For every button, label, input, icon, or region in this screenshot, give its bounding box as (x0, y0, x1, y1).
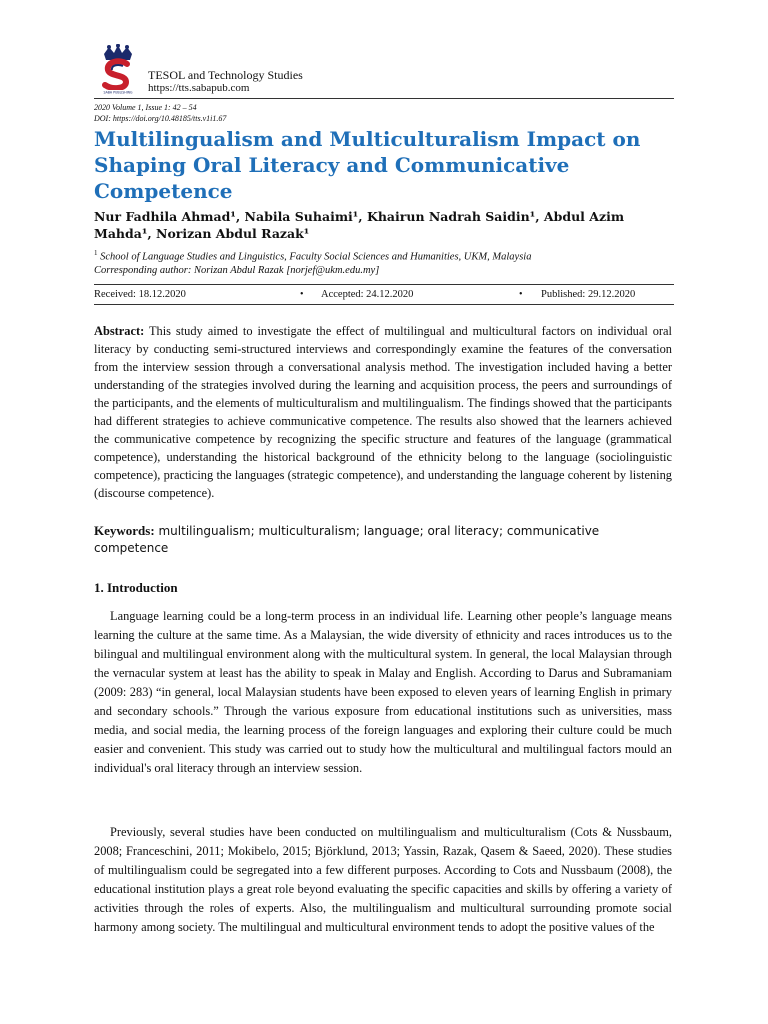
intro-paragraph-1: Language learning could be a long-term process in an individual life. Learning other people’s language means learning the culture at the same time. As a Malaysian, the wide diversity of ethnicity and races introduces us to the bilingual and multilingual environment along with the multicultural system. In general, the local Malaysian through the vernacular system at least has the ability to speak in Malay and English. According to Darus and Subramaniam (2009: 283) “in general, local Malaysian students have been exposed to eleven years of learning English in primary and secondary schools.” Through the various exposure from educational institutions such as universities, mass media, and social media, the learning process of the foreign languages and exploring their culture could be much easier and convenient. This study was carried out to study how the multicultural and multilingual factors mould an individual's oral literacy through an interview session. (94, 609, 672, 775)
author-list: Nur Fadhila Ahmad¹, Nabila Suhaimi¹, Khairun Nadrah Saidin¹, Abdul Azim Mahda¹, Norizan Abdul Razak¹ (94, 209, 625, 241)
svg-text:SABA PUBLISHING: SABA PUBLISHING (103, 90, 133, 94)
publisher-logo (96, 44, 140, 94)
abstract (94, 322, 672, 502)
corresponding-author: Corresponding author: Norizan Abdul Razak [norjef@ukm.edu.my] (94, 264, 380, 276)
date-separator: • (300, 289, 304, 300)
header-divider (94, 98, 674, 99)
journal-name: TESOL and Technology Studies (148, 68, 303, 82)
intro-paragraph-2: Previously, several studies have been conducted on multilingualism and multiculturalism (Cots & Nussbaum, 2008; Franceschini, 2011; Mokibelo, 2015; Björklund, 2013; Yassin, Razak, Qasem & Saeed, 2020). These studies of multilingualism could be segregated into a few different purposes. According to Cots and Nussbaum (2008), the educational institution plays a great role beyond evaluating the specific capacities and skills by offering a variety of activities through the roles of experts. Also, the multilingualism and multicultural surrounding promote social harmony among society. The multilingual and multicultural environment tends to adopt the positive values of the (94, 825, 672, 934)
published-date: Published: 29.12.2020 (541, 289, 636, 300)
section-heading-introduction: 1. Introduction (94, 580, 178, 595)
doi-line[interactable]: DOI: https://doi.org/10.48185/tts.v1i1.67 (94, 114, 227, 123)
affiliation-block (94, 247, 674, 277)
article-title: Multilingualism and Multiculturalism Impact on Shaping Oral Literacy and Communicative Competence (94, 127, 641, 203)
dates-divider-top (94, 284, 674, 285)
received-date: Received: 18.12.2020 (94, 289, 186, 300)
dates-divider-bottom (94, 304, 674, 305)
date-separator: • (519, 289, 523, 300)
affiliation-line (94, 247, 674, 264)
crown-s-logo-icon (96, 44, 140, 94)
keywords-label: Keywords: (94, 523, 155, 538)
abstract-text: This study aimed to investigate the effect of multilingual and multicultural factors on individual oral literacy by conducting semi-structured interviews and correspondingly examine the features of the conversation from the interview session through a conversational analysis method. The investigation included having a better understanding of the strategies involved during the learning and acquisition process, the peers and surroundings of the participants, and the elements of multiculturalism and multilingualism. The findings showed that the participants had different strategies to achieve communicative competence. The results also showed that the learners achieved the communicative competence by recognizing the specific structure and features of the language (grammatical competence), understanding the historical background of the ethnicity belong to the language (sociolinguistic competence), practicing the languages (strategic competence), and understanding the language coherent by listening (discourse competence). (94, 324, 672, 500)
keywords-text: multilingualism; multiculturalism; language; oral literacy; communicative competence (94, 524, 600, 555)
journal-url[interactable]: https://tts.sabapub.com (148, 82, 250, 94)
volume-issue-line: 2020 Volume 1, Issue 1: 42 – 54 (94, 103, 197, 112)
accepted-date: Accepted: 24.12.2020 (321, 289, 414, 300)
keywords (94, 522, 672, 557)
affiliation-text: School of Language Studies and Linguistics, Faculty Social Sciences and Humanities, UKM, Malaysia (100, 251, 532, 263)
abstract-label: Abstract: (94, 324, 145, 338)
affiliation-marker: 1 (94, 249, 98, 257)
